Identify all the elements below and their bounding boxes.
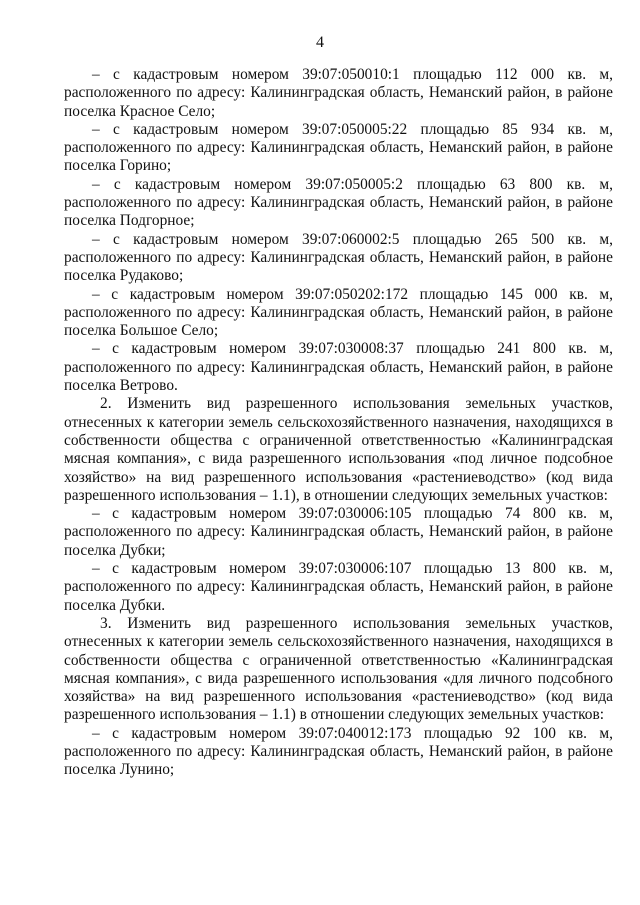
parcel-item: – с кадастровым номером 39:07:030006:105 площадью 74 800 кв. м, расположенного по адресу: Калининградская область, Неманский район, в районе поселка Дубки;	[64, 505, 613, 559]
parcel-item: – с кадастровым номером 39:07:050005:2 площадью 63 800 кв. м, расположенного по адресу: Калининградская область, Неманский район, в районе поселка Подгорное;	[64, 175, 613, 230]
page-number: 4	[316, 34, 324, 51]
parcel-item: – с кадастровым номером 39:07:030008:37 площадью 241 800 кв. м, расположенного по адресу: Калининградская область, Неманский район, в районе поселка Ветрово.	[64, 340, 613, 395]
parcel-item: – с кадастровым номером 39:07:040012:173 площадью 92 100 кв. м, расположенного по адресу: Калининградская область, Неманский район, в районе поселка Лунино;	[64, 724, 613, 779]
paragraph-3: 3. Изменить вид разрешенного использования земельных участков, отнесенных к категории земель сельскохозяйственного назначения, находящихся в собственности общества с ограниченной ответственностью «Калининградская мясная компания», с вида разрешенного использования «для личного подсобного хозяйства» на вид разрешенного использования «растениеводство» (код вида разрешенного использования – 1.1) в отношении следующих земельных участков:	[64, 614, 613, 724]
parcel-item: – с кадастровым номером 39:07:050202:172 площадью 145 000 кв. м, расположенного по адресу: Калининградская область, Неманский район, в районе поселка Большое Село;	[64, 285, 613, 340]
parcel-item: – с кадастровым номером 39:07:030006:107 площадью 13 800 кв. м, расположенного по адресу: Калининградская область, Неманский район, в районе поселка Дубки.	[64, 560, 613, 614]
parcel-item: – с кадастровым номером 39:07:060002:5 площадью 265 500 кв. м, расположенного по адресу: Калининградская область, Неманский район, в районе поселка Рудаково;	[64, 230, 613, 285]
document-body	[64, 66, 613, 780]
paragraph-2: 2. Изменить вид разрешенного использования земельных участков, отнесенных к категории земель сельскохозяйственного назначения, находящихся в собственности общества с ограниченной ответственностью «Калининградская мясная компания», с вида разрешенного использования «под личное подсобное хозяйство» на вид разрешенного использования «растениеводство» (код вида разрешенного использования – 1.1), в отношении следующих земельных участков:	[64, 395, 613, 504]
parcel-item: – с кадастровым номером 39:07:050005:22 площадью 85 934 кв. м, расположенного по адресу: Калининградская область, Неманский район, в районе поселка Горино;	[64, 120, 613, 175]
parcel-item: – с кадастровым номером 39:07:050010:1 площадью 112 000 кв. м, расположенного по адресу: Калининградская область, Неманский район, в районе поселка Красное Село;	[64, 66, 613, 120]
